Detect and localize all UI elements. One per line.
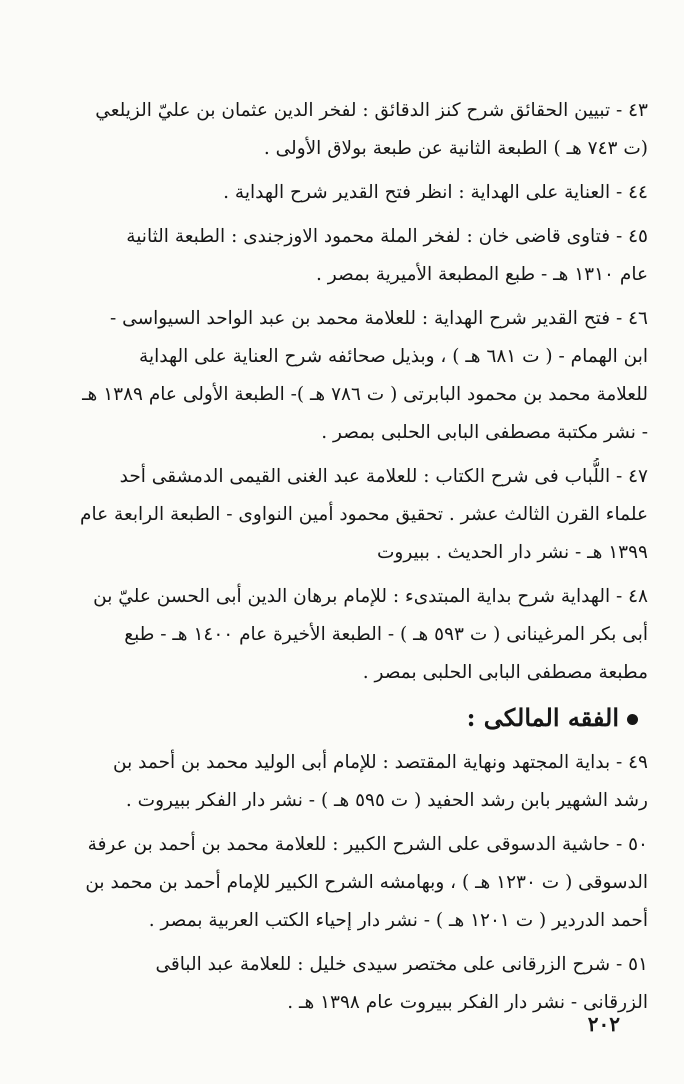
section-title: الفقه المالكى : — [466, 703, 619, 732]
reference-line: ١٣٩٩ هـ - نشر دار الحديث . ببيروت — [376, 542, 648, 563]
reference-line: للعلامة محمد بن محمود البابرتى ( ت ٧٨٦ هـ )- الطبعة الأولى عام ١٣٨٩ هـ — [82, 384, 648, 405]
reference-line: ٤٦ - فتح القدير شرح الهداية : للعلامة محمد بن عبد الواحد السيواسى - — [110, 308, 648, 329]
reference-line: علماء القرن الثالث عشر . تحقيق محمود أمين النواوى - الطبعة الرابعة عام — [80, 504, 648, 525]
reference-line: ٥٠ - حاشية الدسوقى على الشرح الكبير : للعلامة محمد بن أحمد بن عرفة — [87, 834, 648, 855]
reference-entry-43 — [54, 92, 648, 168]
reference-line: ٤٥ - فتاوى قاضى خان : لفخر الملة محمود الاوزجندى : الطبعة الثانية — [126, 226, 648, 247]
reference-line: - نشر مكتبة مصطفى البابى الحلبى بمصر . — [321, 422, 648, 443]
reference-line: ٤٧ - اللُّباب فى شرح الكتاب : للعلامة عبد الغنى القيمى الدمشقى أحد — [119, 466, 648, 487]
reference-line: رشد الشهير بابن رشد الحفيد ( ت ٥٩٥ هـ ) - نشر دار الفكر ببيروت . — [125, 790, 648, 811]
page-body — [54, 92, 648, 1028]
reference-line: ٤٤ - العناية على الهداية : انظر فتح القدير شرح الهداية . — [223, 182, 648, 203]
reference-line: أبى بكر المرغينانى ( ت ٥٩٣ هـ ) - الطبعة الأخيرة عام ١٤٠٠ هـ - طبع — [124, 624, 648, 645]
reference-entry-48 — [54, 578, 648, 692]
reference-entry-47 — [54, 458, 648, 572]
reference-line: ٤٨ - الهداية شرح بداية المبتدىء : للإمام برهان الدين أبى الحسن عليّ بن — [93, 586, 648, 607]
reference-line: مطبعة مصطفى البابى الحلبى بمصر . — [362, 662, 648, 683]
references-list-maliki — [54, 744, 648, 1022]
page-number: ٢٠٢ — [587, 1012, 620, 1036]
reference-entry-46 — [54, 300, 648, 452]
reference-line: ابن الهمام - ( ت ٦٨١ هـ ) ، وبذيل صحائفه شرح العناية على الهداية — [139, 346, 648, 367]
reference-line: الدسوقى ( ت ١٢٣٠ هـ ) ، وبهامشه الشرح الكبير للإمام أحمد بن محمد بن — [85, 872, 648, 893]
reference-entry-49 — [54, 744, 648, 820]
section-heading-maliki — [54, 698, 648, 738]
reference-entry-44 — [54, 174, 648, 212]
reference-line: أحمد الدردير ( ت ١٢٠١ هـ ) - نشر دار إحياء الكتب العربية بمصر . — [148, 910, 648, 931]
reference-line: ٥١ - شرح الزرقانى على مختصر سيدى خليل : للعلامة عبد الباقى — [155, 954, 648, 975]
reference-line: عام ١٣١٠ هـ - طبع المطبعة الأميرية بمصر . — [315, 264, 648, 285]
reference-line: ٤٩ - بداية المجتهد ونهاية المقتصد : للإمام أبى الوليد محمد بن أحمد بن — [113, 752, 648, 773]
reference-entry-50 — [54, 826, 648, 940]
reference-entry-51 — [54, 946, 648, 1022]
reference-entry-45 — [54, 218, 648, 294]
reference-line: الزرقانى - نشر دار الفكر ببيروت عام ١٣٩٨ هـ . — [287, 992, 648, 1013]
reference-line: ٤٣ - تبيين الحقائق شرح كنز الدقائق : لفخر الدين عثمان بن عليّ الزيلعي — [95, 100, 648, 121]
reference-line: (ت ٧٤٣ هـ ) الطبعة الثانية عن طبعة بولاق الأولى . — [263, 138, 648, 159]
references-list-hanafi — [54, 92, 648, 692]
bullet-icon — [627, 714, 638, 725]
